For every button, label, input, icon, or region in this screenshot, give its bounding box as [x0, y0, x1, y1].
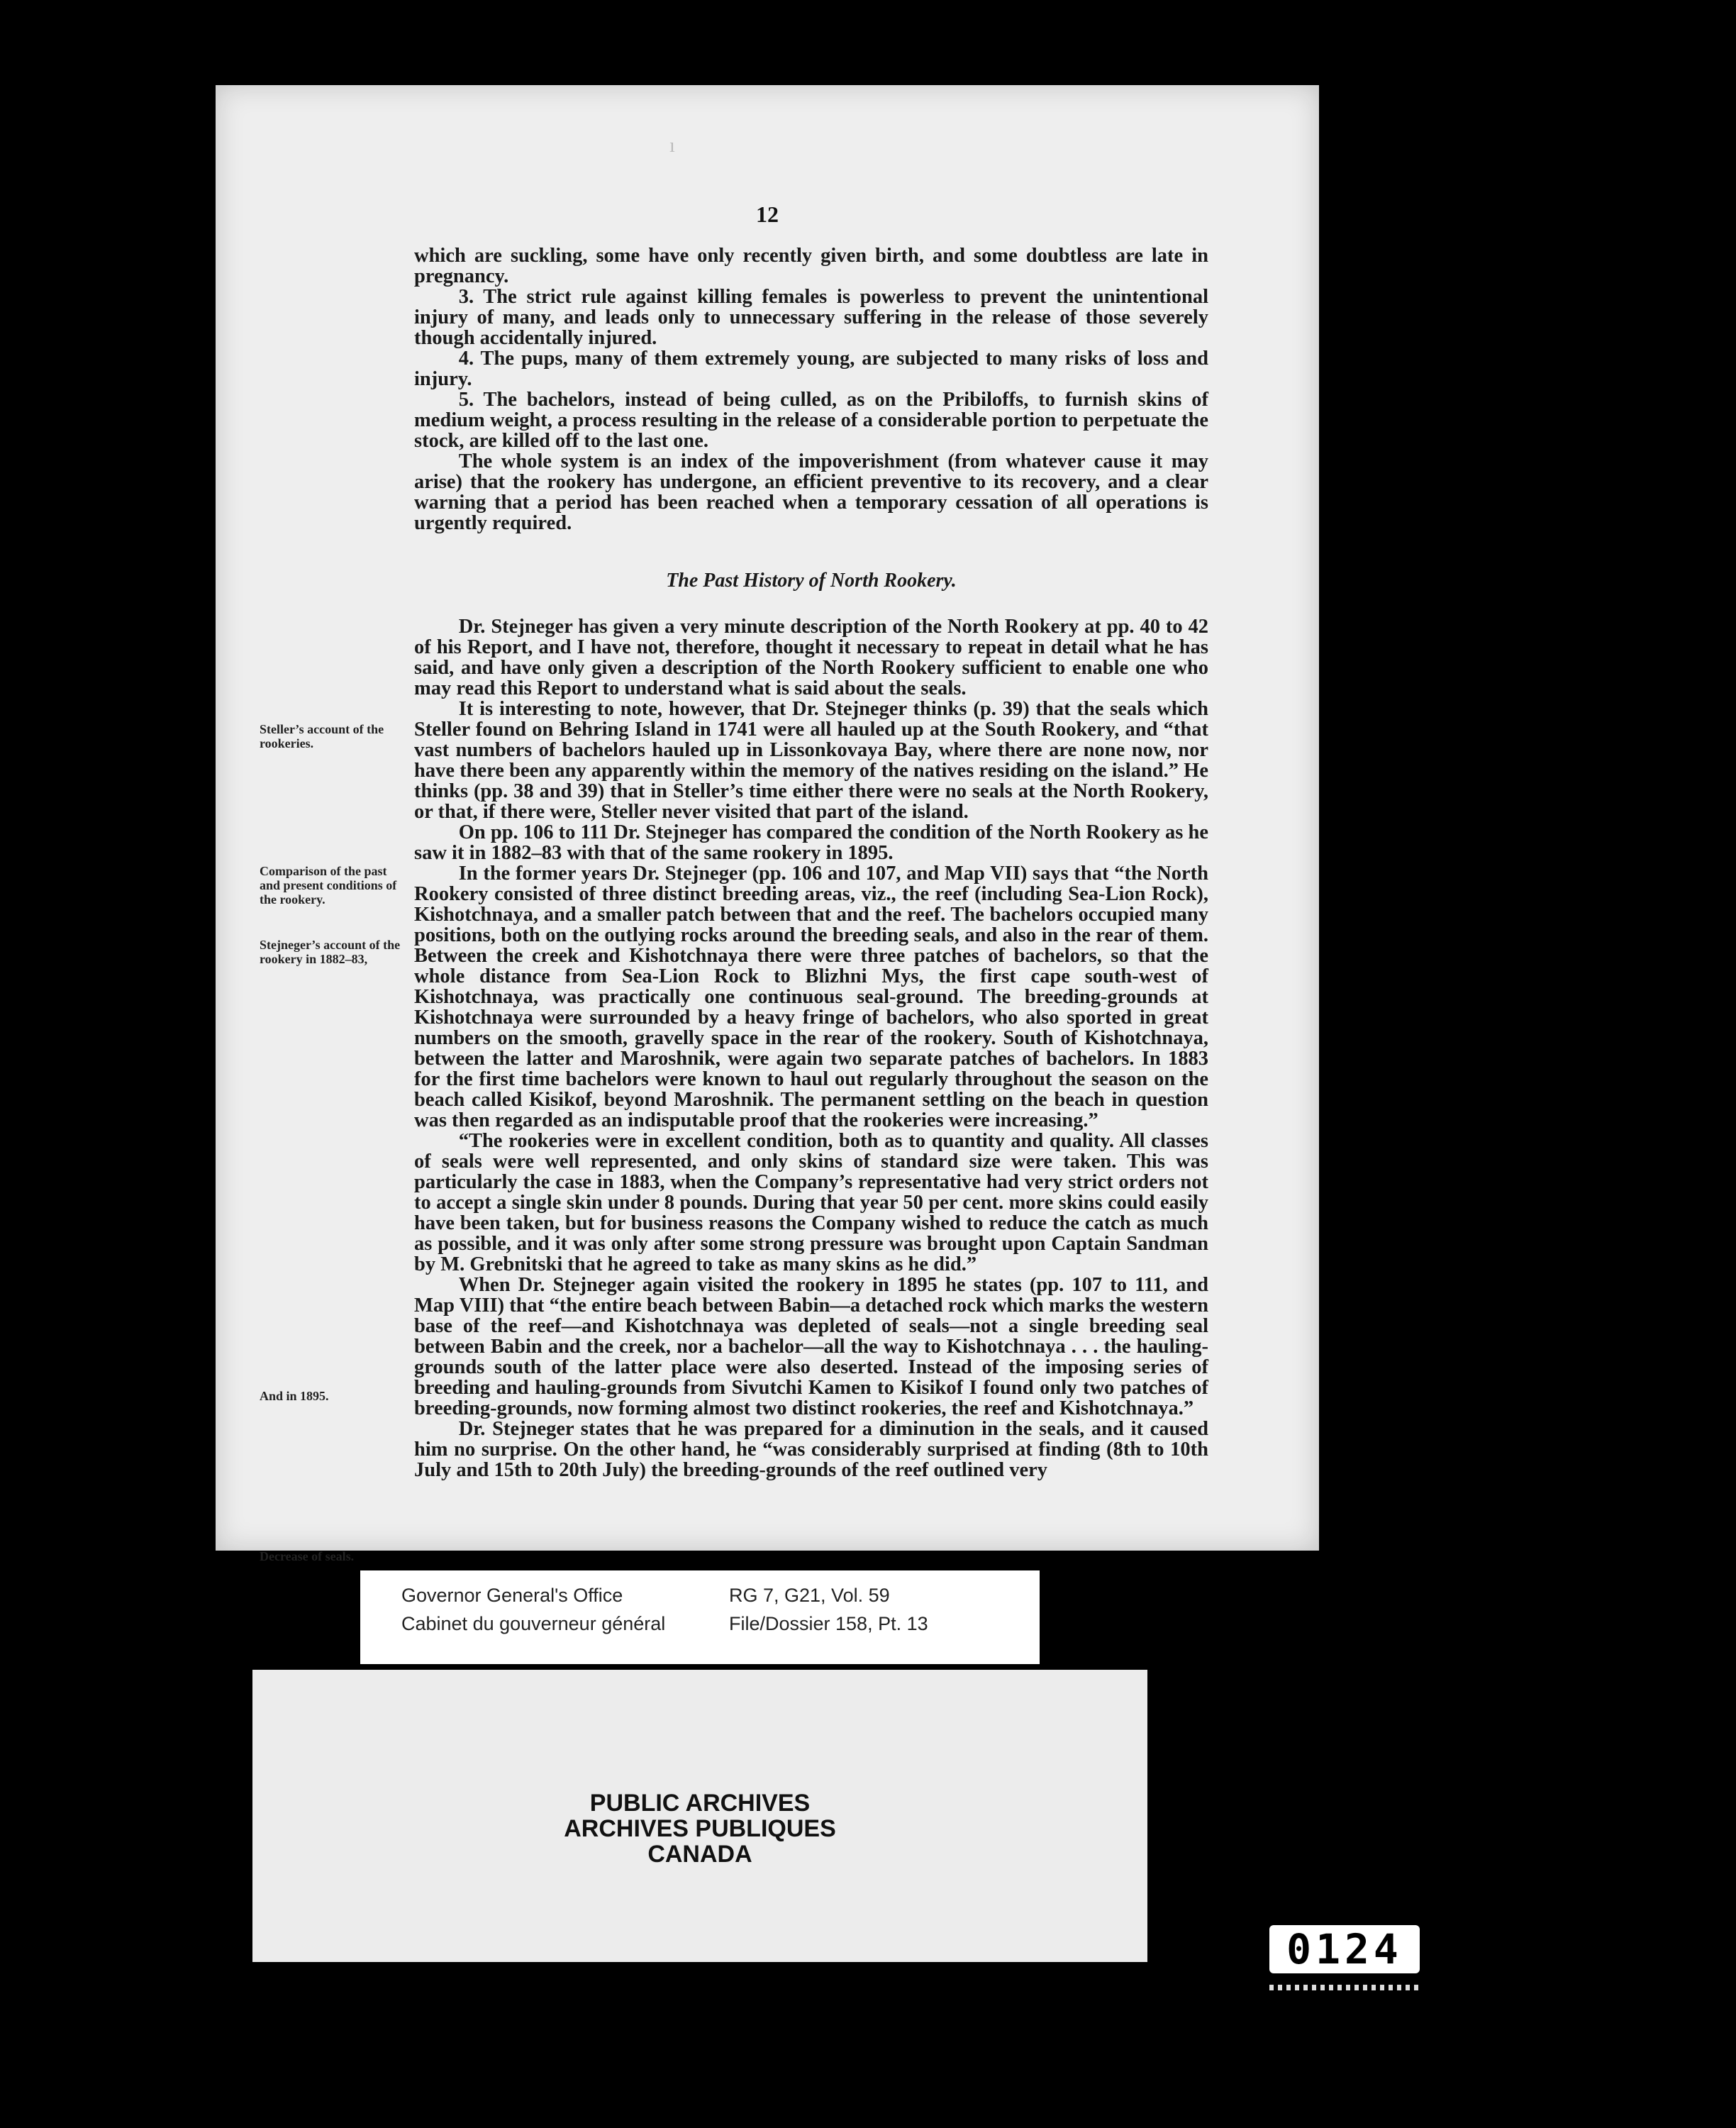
paragraph: which are suckling, some have only recently given birth, and some doubtless are late in pregnancy. [414, 245, 1208, 287]
stamp-line: CANADA [647, 1841, 752, 1868]
archive-stamp [252, 1670, 1147, 1962]
paragraph: 5. The bachelors, instead of being culled, as on the Pribiloffs, to furnish skins of medium weight, a process resulting in the release of a considerable portion to perpetuate the stock, are killed off to the last one. [414, 389, 1208, 452]
document-page [216, 85, 1319, 1563]
paragraph: When Dr. Stejneger again visited the rookery in 1895 he states (pp. 107 to 111, and Map VIII) that “the entire beach between Babin—a detached rock which marks the western base of the reef—and Kishotchnaya was depleted of seals—not a single breeding seal between Babin and the creek, nor a bachelor—all the way to Kishotchnaya . . . the hauling-grounds south of the latter place were also deserted. Instead of the imposing series of breeding and hauling-grounds from Sivutchi Kamen to Kisikof I found only two patches of breeding-grounds, now forming almost two distinct rookeries, the reef and Kishotchnaya.” [414, 1274, 1208, 1419]
label-office-fr: Cabinet du gouverneur général [401, 1613, 666, 1634]
side-note: And in 1895. [260, 1389, 329, 1403]
paragraph: Dr. Stejneger states that he was prepared for a diminution in the seals, and it caused him no surprise. On the other hand, he “was considerably surprised at finding (8th to 10th July and 15th to 20th July) the breeding-grounds of the reef outlined very [414, 1418, 1208, 1481]
side-note: Decrease of seals. [260, 1549, 355, 1563]
paragraph: Dr. Stejneger has given a very minute description of the North Rookery at pp. 40 to 42 of his Report, and I have not, therefore, thought it necessary to repeat in detail what he has said, and have only given a description of the North Rookery sufficient to enable one who may read this Report to understand what is said about the seals. [414, 616, 1208, 699]
paragraph: 3. The strict rule against killing females is powerless to prevent the unintentional injury of many, and leads only to unnecessary suffering in the release of those severely though accidentally injured. [414, 286, 1208, 349]
label-file: File/Dossier 158, Pt. 13 [729, 1613, 928, 1634]
film-perforation [1269, 1985, 1420, 1990]
side-note: Comparison of the past and present conditions of the rookery. [260, 864, 397, 907]
side-note: Steller’s account of the rookeries. [260, 722, 384, 750]
archive-label [360, 1570, 1040, 1664]
paragraph: 4. The pups, many of them extremely young, are subjected to many risks of loss and injury. [414, 348, 1208, 390]
stray-mark: ı [669, 135, 675, 157]
section-heading: The Past History of North Rookery. [666, 570, 957, 592]
page-number: 12 [756, 201, 779, 227]
paragraph: On pp. 106 to 111 Dr. Stejneger has compared the condition of the North Rookery as he saw it in 1882–83 with that of the same rookery in 1895. [414, 821, 1208, 864]
punch-hole [1420, 241, 1452, 274]
paragraph: The whole system is an index of the impoverishment (from whatever cause it may arise) that the rookery has undergone, an efficient preventive to its recovery, and a clear warning that a period has been reached when a temporary cessation of all operations is urgently required. [414, 450, 1208, 534]
paragraph: In the former years Dr. Stejneger (pp. 106 and 107, and Map VII) says that “the North Rookery consisted of three distinct breeding areas, viz., the reef (including Sea-Lion Rock), Kishotchnaya, and a smaller patch between that and the reef. The bachelors occupied many positions, both on the outlying rocks around the breeding seals, and also in the rear of them. Between the creek and Kishotchnaya there were three patches of bachelors, so that the whole distance from Sea-Lion Rock to Blizhni Mys, the first cape south-west of Kishotchnaya, was practically one continuous seal-ground. The breeding-grounds at Kishotchnaya were surrounded by a heavy fringe of bachelors, who also sported in great numbers on the smooth, gravelly space in the rear of the rookery. South of Kishotchnaya, between the latter and Maroshnik, were again two separate patches of bachelors. In 1883 for the first time bachelors were known to haul out regularly throughout the season on the beach called Kisikof, beyond Maroshnik. The permanent settling on the beach in question was then regarded as an indisputable proof that the rookeries were increasing.” [414, 863, 1208, 1131]
stamp-line: PUBLIC ARCHIVES [589, 1790, 811, 1817]
stamp-line: ARCHIVES PUBLIQUES [564, 1815, 836, 1842]
body-text [414, 245, 1208, 1480]
label-office-en: Governor General's Office [401, 1585, 623, 1606]
label-ref: RG 7, G21, Vol. 59 [729, 1585, 890, 1606]
side-note: Stejneger’s account of the rookery in 1882–83, [260, 938, 401, 966]
paragraph: “The rookeries were in excellent condition, both as to quantity and quality. All classes of seals were well represented, and only skins of standard size were taken. This was particularly the case in 1883, when the Company’s representative had very strict orders not to accept a single skin under 8 pounds. During that year 50 per cent. more skins could easily have been taken, but for business reasons the Company wished to reduce the catch as much as possible, and it was only after some strong pressure was brought upon Captain Sandman by M. Grebnitski that he agreed to take as many skins as he did.” [414, 1130, 1208, 1275]
frame-number: 0124 [1269, 1925, 1420, 1973]
paragraph: It is interesting to note, however, that Dr. Stejneger thinks (p. 39) that the seals which Steller found on Behring Island in 1741 were all hauled up at the South Rookery, and “that vast numbers of bachelors hauled up in Lissonkovaya Bay, where there are none now, nor have there been any apparently within the memory of the natives residing on the island.” He thinks (pp. 38 and 39) that in Steller’s time either there were no seals at the North Rookery, or that, if there were, Steller never visited that part of the island. [414, 698, 1208, 823]
